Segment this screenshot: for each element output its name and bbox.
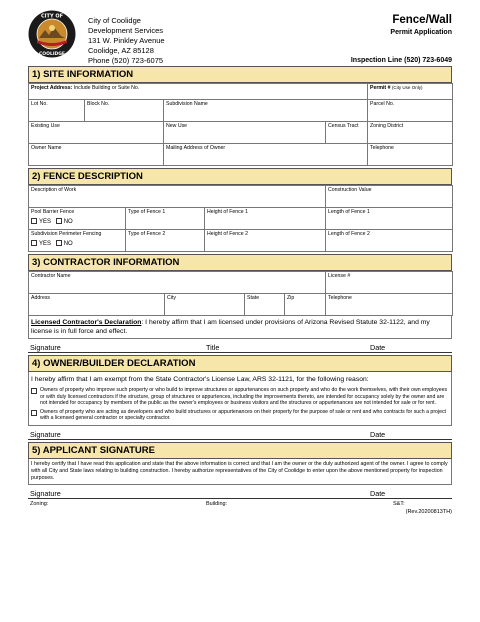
height2-label: Height of Fence 2 (207, 231, 248, 237)
parcel-field[interactable] (368, 100, 453, 122)
inspection-line: Inspection Line (520) 723-6049 (350, 57, 452, 64)
lot-label: Lot No. (31, 101, 48, 107)
length1-label: Length of Fence 1 (328, 209, 370, 215)
type1-label: Type of Fence 1 (128, 209, 166, 215)
applicant-signature-row[interactable] (28, 485, 452, 499)
contractor-declaration (28, 316, 452, 339)
census-tract-field[interactable] (326, 122, 368, 144)
contractor-telephone-label: Telephone (328, 295, 352, 301)
contractor-address-label: Address (31, 295, 51, 301)
owner-signature-label: Signature (30, 429, 61, 439)
perimeter-field (29, 230, 126, 252)
site-information-table (28, 83, 453, 166)
contractor-title-label: Title (206, 343, 220, 352)
new-use-label: New Use (166, 123, 188, 129)
perimeter-label: Subdivision Perimeter Fencing (31, 231, 102, 237)
owner-builder-intro: I hereby affirm that I am exempt from the State Contractor's License Law, ARS 32-1121, for the following reason: (31, 376, 369, 383)
zoning-label: Zoning: (30, 500, 49, 507)
contractor-name-field[interactable] (29, 272, 326, 294)
street-address: 131 W. Pinkley Avenue (88, 36, 165, 45)
construction-value-label: Construction Value (328, 187, 372, 193)
pool-yes-checkbox[interactable] (31, 218, 37, 224)
construction-value-field[interactable] (326, 186, 453, 208)
description-label: Description of Work (31, 187, 77, 193)
permit-number-field[interactable] (368, 84, 453, 100)
owner-builder-box (28, 372, 452, 426)
parcel-label: Parcel No. (370, 101, 395, 107)
owner-name-field[interactable] (29, 144, 164, 166)
pool-no-label: NO (63, 219, 73, 225)
length1-field[interactable] (326, 208, 453, 230)
owner-option-1 (29, 385, 451, 407)
declaration-label: Licensed Contractor's Declaration (31, 319, 142, 326)
contractor-state-field[interactable] (245, 294, 285, 316)
department: Development Services (88, 26, 164, 35)
contractor-name-label: Contractor Name (31, 273, 71, 279)
pool-barrier-field (29, 208, 126, 230)
description-field[interactable] (29, 186, 326, 208)
owner-telephone-field[interactable] (368, 144, 453, 166)
type1-field[interactable] (126, 208, 205, 230)
section-contractor-information: 3) CONTRACTOR INFORMATION (28, 254, 452, 271)
declaration-text: : I hereby affirm that I am licensed under provisions of Arizona Revised Statute 32-1122, and my license is in full force and effect. (31, 319, 430, 335)
fence-description-table (28, 185, 453, 252)
city-state: Coolidge, AZ 85128 (88, 46, 154, 55)
existing-use-field[interactable] (29, 122, 164, 144)
contractor-table (28, 271, 453, 316)
section-applicant-signature: 5) APPLICANT SIGNATURE (28, 442, 452, 459)
permit-label: Permit # (370, 85, 391, 91)
section-owner-builder: 4) OWNER/BUILDER DECLARATION (28, 355, 452, 372)
owner-option-1-checkbox[interactable] (31, 388, 37, 394)
owner-option-2-checkbox[interactable] (31, 410, 37, 416)
revision-label: (Rev.20200813TH) (405, 508, 452, 515)
contractor-date-label: Date (370, 343, 386, 352)
contractor-zip-label: Zip (287, 295, 295, 301)
license-label: License # (328, 273, 351, 279)
block-label: Block No. (87, 101, 110, 107)
city-seal-logo (28, 10, 76, 58)
owner-option-2-text: Owners of property who are acting as developers and who build structures or appurtenances on their property for the purpose of sale or rent and who contracts for such a project with a licensed general contractor or specialty contractor. (40, 408, 447, 421)
owner-signature-row[interactable] (28, 426, 452, 440)
perimeter-no-label: NO (63, 241, 73, 247)
block-field[interactable] (85, 100, 164, 122)
city-name: City of Coolidge (88, 16, 141, 25)
phone: Phone (520) 723-6075 (88, 56, 164, 65)
mailing-address-label: Mailing Address of Owner (166, 145, 226, 151)
contractor-state-label: State (247, 295, 260, 301)
contractor-city-label: City (167, 295, 176, 301)
perimeter-yes-checkbox[interactable] (31, 240, 37, 246)
length2-label: Length of Fence 2 (328, 231, 370, 237)
pool-yes-label: YES (39, 219, 52, 225)
project-address-label: Project Address: (31, 85, 73, 91)
new-use-field[interactable] (164, 122, 326, 144)
contractor-city-field[interactable] (165, 294, 245, 316)
permit-form (28, 10, 452, 519)
city-address (88, 16, 165, 66)
form-header (28, 10, 452, 66)
contractor-signature-row[interactable] (28, 339, 452, 353)
section-site-information: 1) SITE INFORMATION (28, 66, 452, 83)
type2-label: Type of Fence 2 (128, 231, 166, 237)
project-address-field[interactable] (29, 84, 368, 100)
height1-label: Height of Fence 1 (207, 209, 248, 215)
license-field[interactable] (326, 272, 453, 294)
applicant-date-label: Date (370, 488, 386, 498)
building-label: Building: (206, 500, 228, 507)
form-title-block (390, 14, 452, 36)
contractor-address-field[interactable] (29, 294, 165, 316)
owner-name-label: Owner Name (31, 145, 62, 151)
contractor-telephone-field[interactable] (326, 294, 453, 316)
form-title: Fence/Wall (392, 14, 452, 26)
subdivision-field[interactable] (164, 100, 368, 122)
section-fence-description: 2) FENCE DESCRIPTION (28, 168, 452, 185)
census-tract-label: Census Tract (328, 123, 359, 129)
owner-telephone-label: Telephone (370, 145, 394, 151)
owner-option-1-text: Owners of property who improve such property or who build to improve structures or appurtenances on such property and who do the work themselves, with their own employees or with duly licensed contractors if the structure, group of structures or appurtences, including the improvements thereto, are intended for occupancy solely by the owner and are not intended for occupancy by members of the public as the owner's employees or business visitors and the structures or appurtenances are not intended for sale or for rent. (40, 387, 448, 406)
form-subtitle: Permit Application (390, 29, 452, 36)
perimeter-yes-label: YES (39, 241, 52, 247)
contractor-zip-field[interactable] (285, 294, 326, 316)
applicant-signature-label: Signature (30, 488, 61, 498)
height1-field[interactable] (205, 208, 326, 230)
perimeter-no-checkbox[interactable] (56, 240, 62, 246)
owner-date-label: Date (370, 429, 386, 439)
pool-barrier-label: Pool Barrier Fence (31, 209, 75, 215)
seal-text-bottom: COOLIDGE (39, 52, 65, 57)
project-address-hint: Include Building or Suite No. (73, 85, 140, 91)
owner-option-2 (29, 407, 451, 425)
length2-field[interactable] (326, 230, 453, 252)
applicant-certification: I hereby certify that I have read this application and state that the above information is correct and that I am the owner or the duly authorized agent of the owner. I agree to comply with all City and State laws relating to building construction. I hereby authorize representatives of the City of Coolidge to enter upon the above mentioned property for inspection purposes. (28, 459, 452, 485)
type2-field[interactable] (126, 230, 205, 252)
pool-no-checkbox[interactable] (56, 218, 62, 224)
contractor-signature-label: Signature (30, 343, 61, 352)
st-label: S&T: (393, 500, 405, 507)
zoning-district-label: Zoning District (370, 123, 404, 129)
seal-text-top: CITY OF (41, 13, 63, 20)
permit-hint: (City Use Only) (391, 85, 423, 90)
office-use-footer (28, 499, 452, 519)
mailing-address-field[interactable] (164, 144, 368, 166)
subdivision-label: Subdivision Name (166, 101, 208, 107)
zoning-district-field[interactable] (368, 122, 453, 144)
existing-use-label: Existing Use (31, 123, 60, 129)
height2-field[interactable] (205, 230, 326, 252)
lot-field[interactable] (29, 100, 85, 122)
